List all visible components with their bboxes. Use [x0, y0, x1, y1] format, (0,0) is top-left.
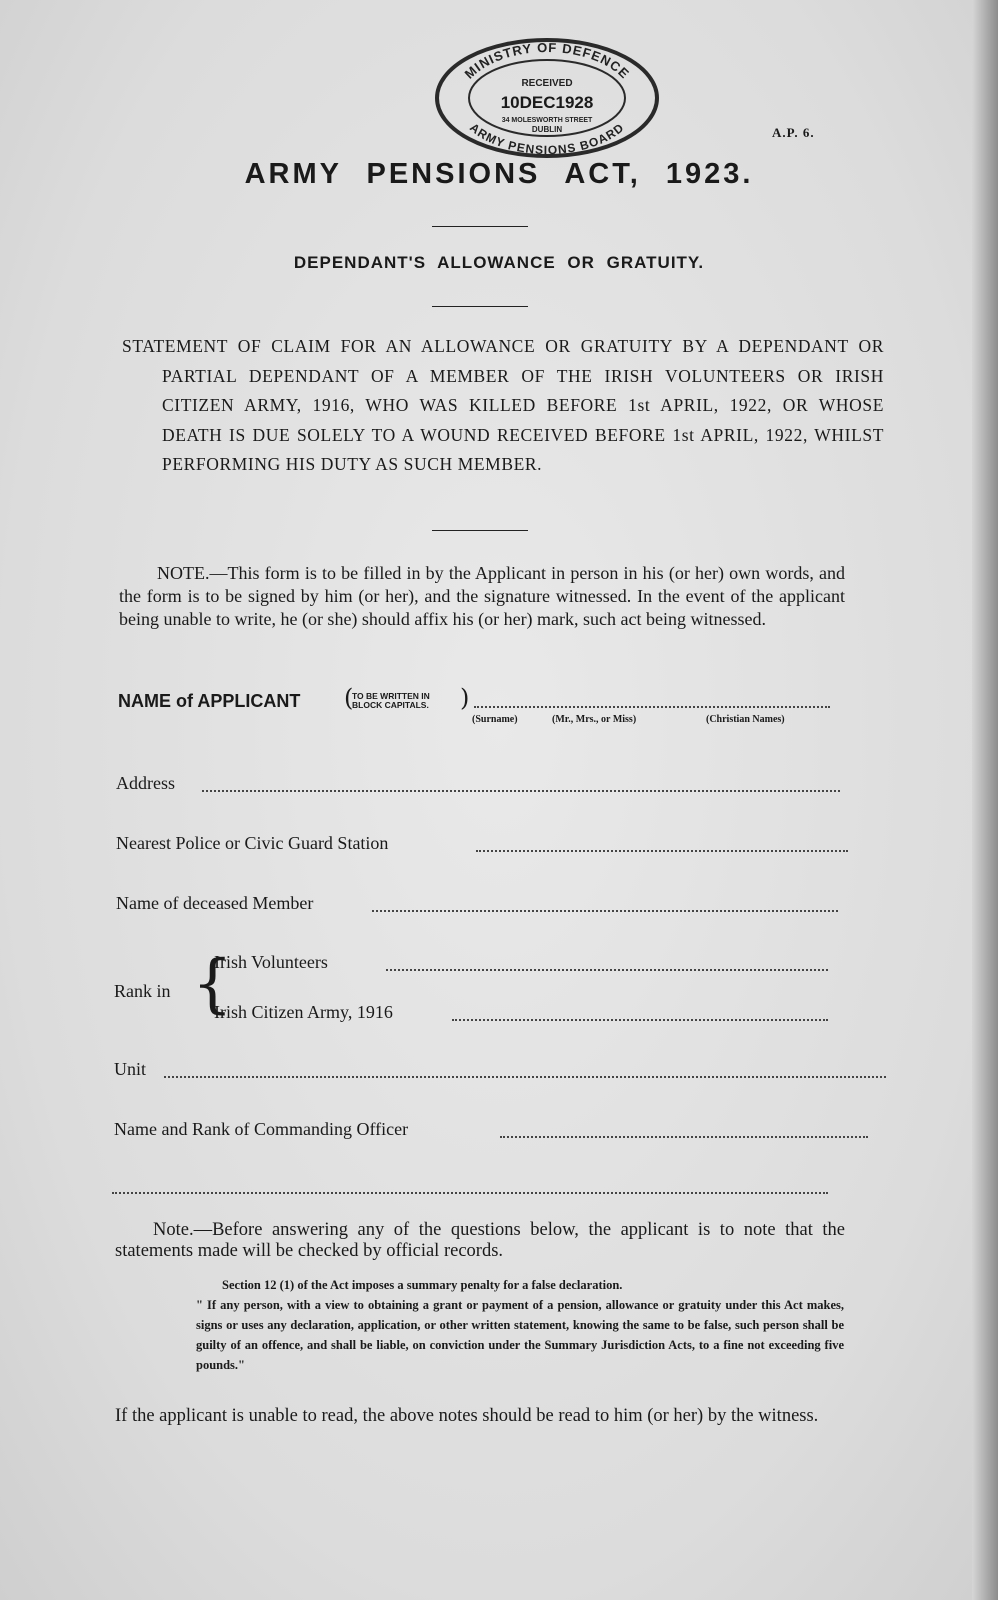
- christian-names-caption: (Christian Names): [706, 714, 785, 725]
- section-12-quote: " If any person, with a view to obtaining a grant or payment of a pension, allowance or gratuity under this Act makes, signs or uses any declaration, application, or other written statement, knowing the same to be false, such person shall be guilty of an offence, and shall be liable, on conviction under the Summary Jurisdiction Acts, to a fine not exceeding five pounds.": [196, 1298, 844, 1372]
- deceased-member-label: Name of deceased Member: [116, 893, 314, 913]
- paren-close: ): [460, 684, 470, 712]
- rank-label: Rank in: [114, 981, 171, 1001]
- rank-citizen-army-input-line[interactable]: [452, 1019, 828, 1021]
- address-label: Address: [116, 773, 175, 793]
- stamp-date: 10DEC1928: [500, 93, 594, 112]
- deceased-member-input-line[interactable]: [372, 910, 838, 912]
- divider: [432, 306, 528, 307]
- form-title: ARMY PENSIONS ACT, 1923.: [244, 158, 754, 190]
- form-code: A.P. 6.: [772, 125, 815, 140]
- note-instructions: NOTE.—This form is to be filled in by the Applicant in person in his (or her) own words, and the form is to be signed by him (or her), and the signature witnessed. In the event of the applicant being unable to write, he (or she) should affix his (or her) mark, such act being witnessed.: [119, 563, 845, 629]
- rank-volunteers-input-line[interactable]: [386, 969, 828, 971]
- divider: [432, 226, 528, 227]
- stamp-address-street: 34 MOLESWORTH STREET: [501, 117, 593, 124]
- page-edge-shadow: [972, 0, 998, 1600]
- rank-brace: {: [192, 947, 233, 1021]
- note-official-records: Note.—Before answering any of the questions below, the applicant is to note that the statements made will be checked by official records.: [115, 1220, 845, 1261]
- stamp-received: RECEIVED: [521, 78, 573, 89]
- stamp-bottom-text: ARMY PENSIONS BOARD: [467, 120, 627, 158]
- unit-input-line[interactable]: [164, 1076, 886, 1078]
- name-input-line[interactable]: [474, 706, 830, 708]
- stamp-top-text: MINISTRY OF DEFENCE: [461, 39, 633, 82]
- surname-caption: (Surname): [472, 714, 518, 725]
- hint-line-2: BLOCK CAPITALS.: [352, 700, 429, 710]
- stamp-address-city: DUBLIN: [531, 125, 563, 134]
- received-stamp: [433, 36, 661, 160]
- rank-option-volunteers: Irish Volunteers: [214, 952, 328, 972]
- block-capitals-hint: [352, 692, 430, 710]
- divider: [432, 530, 528, 531]
- claim-statement: STATEMENT OF CLAIM FOR AN ALLOWANCE OR GRATUITY BY A DEPENDANT OR PARTIAL DEPENDANT OF A MEMBER OF THE IRISH VOLUNTEERS OR IRISH CITIZEN ARMY, 1916, WHO WAS KILLED BEFORE 1st APRIL, 1922, OR WHOSE DEATH IS DUE SOLELY TO A WOUND RECEIVED BEFORE 1st APRIL, 1922, WHILST PERFORMING HIS DUTY AS SUCH MEMBER.: [122, 336, 884, 474]
- unit-label: Unit: [114, 1059, 147, 1079]
- police-station-label: Nearest Police or Civic Guard Station: [116, 833, 389, 853]
- section-12-penalty: [196, 1275, 844, 1375]
- hint-line-1: TO BE WRITTEN IN: [352, 691, 430, 701]
- paren-open: (: [344, 684, 354, 712]
- commanding-officer-input-line-2[interactable]: [112, 1192, 828, 1194]
- form-subtitle: DEPENDANT'S ALLOWANCE OR GRATUITY.: [293, 253, 705, 272]
- commanding-officer-label: Name and Rank of Commanding Officer: [114, 1119, 409, 1139]
- section-12-intro: Section 12 (1) of the Act imposes a summary penalty for a false declaration.: [222, 1278, 623, 1292]
- police-station-input-line[interactable]: [476, 850, 848, 852]
- address-input-line[interactable]: [202, 790, 840, 792]
- name-of-applicant-label: NAME of APPLICANT: [118, 691, 301, 711]
- commanding-officer-input-line[interactable]: [500, 1136, 868, 1138]
- title-caption: (Mr., Mrs., or Miss): [552, 714, 637, 725]
- rank-option-citizen-army: Irish Citizen Army, 1916: [214, 1002, 393, 1022]
- note-read-by-witness: If the applicant is unable to read, the above notes should be read to him (or her) by the witness.: [115, 1406, 819, 1426]
